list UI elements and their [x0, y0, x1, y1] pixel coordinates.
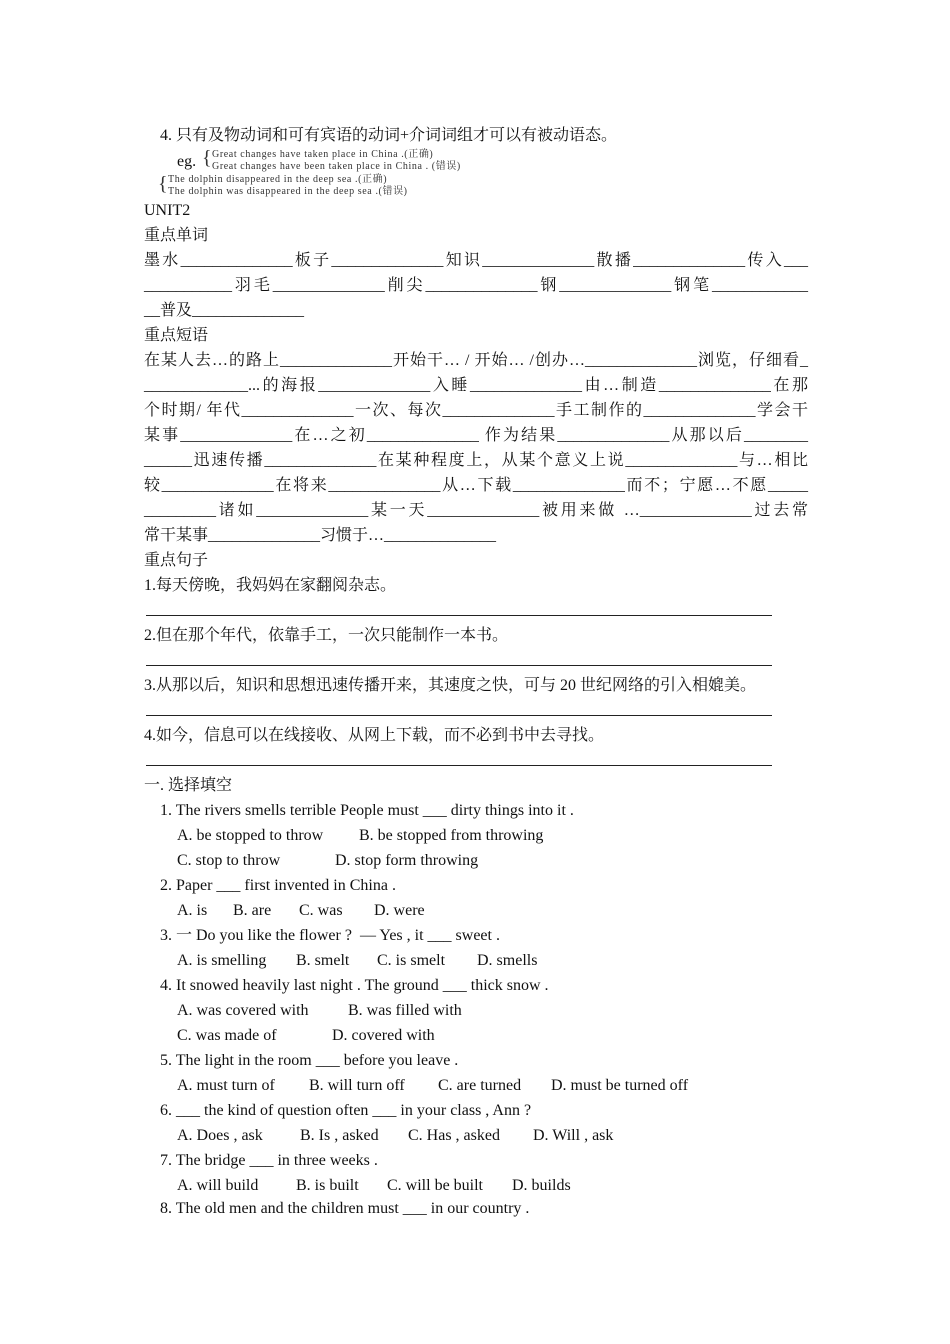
vocab-line: 墨水______________板子______________知识______________散播______________传入___: [144, 252, 808, 269]
option-d: D. stop form throwing: [335, 852, 479, 869]
option-d: D. builds: [512, 1177, 571, 1194]
answer-line: [146, 765, 772, 766]
sentence-item: 4.如今，信息可以在线接收、从网上下载，而不必到书中去寻找。: [144, 727, 605, 744]
option-c: C. stop to throw: [177, 852, 281, 869]
option-d: D. must be turned off: [551, 1077, 689, 1094]
option-b: B. was filled with: [348, 1002, 462, 1019]
option-a: A. Does , ask: [177, 1127, 263, 1144]
eg-label: eg.: [177, 153, 197, 170]
phrase-line: 常干某事______________习惯于…______________: [144, 527, 497, 544]
option-c: C. was: [299, 902, 343, 919]
sentence-item: 1.每天傍晚，我妈妈在家翻阅杂志。: [144, 577, 397, 594]
option-a: A. will build: [177, 1177, 259, 1194]
question-2: 2. Paper ___ first invented in China .: [160, 877, 396, 894]
option-a: A. be stopped to throw: [177, 827, 324, 844]
example-wrong-1: Great changes have been taken place in China . (错误): [212, 161, 461, 172]
option-c: C. will be built: [387, 1177, 483, 1194]
example-correct-2: The dolphin disappeared in the deep sea .(正确): [168, 174, 388, 185]
option-b: B. are: [233, 902, 272, 919]
passive-rule-4: 4. 只有及物动词和可有宾语的动词+介词词组才可以有被动语态。: [160, 127, 618, 144]
option-c: C. was made of: [177, 1027, 277, 1044]
phrase-line: _________诸如______________某一天______________被用来做 …______________过去常: [144, 502, 808, 519]
phrase-line: 较______________在将来______________从…下载______________而不；宁愿…不愿_____: [144, 477, 808, 494]
option-d: D. smells: [477, 952, 538, 969]
option-d: D. were: [374, 902, 425, 919]
question-7: 7. The bridge ___ in three weeks .: [160, 1152, 378, 1169]
option-c: C. are turned: [438, 1077, 522, 1094]
brace-icon: {: [202, 147, 212, 169]
option-b: B. smelt: [296, 952, 350, 969]
sentences-heading: 重点句子: [144, 552, 209, 569]
question-5: 5. The light in the room ___ before you leave .: [160, 1052, 459, 1069]
option-a: A. is smelling: [177, 952, 267, 969]
option-b: B. will turn off: [309, 1077, 405, 1094]
option-c: C. Has , asked: [408, 1127, 500, 1144]
option-d: D. Will , ask: [533, 1127, 614, 1144]
phrase-line: 在某人去…的路上______________开始干… / 开始… /创办…______________浏览，仔细看_: [144, 352, 808, 369]
option-a: A. is: [177, 902, 208, 919]
unit-title: UNIT2: [144, 202, 191, 219]
option-a: A. was covered with: [177, 1002, 309, 1019]
option-b: B. be stopped from throwing: [359, 827, 544, 844]
option-b: B. is built: [296, 1177, 359, 1194]
option-d: D. covered with: [332, 1027, 435, 1044]
vocab-line: __普及______________: [144, 302, 305, 319]
phrase-line: 个时期/ 年代______________一次、每次______________手工制作的______________学会干: [144, 402, 808, 419]
sentence-item: 2.但在那个年代，依靠手工，一次只能制作一本书。: [144, 627, 509, 644]
example-correct-1: Great changes have taken place in China .(正确): [212, 149, 434, 160]
exercise-heading: 一. 选择填空: [144, 777, 233, 794]
phrases-heading: 重点短语: [144, 327, 209, 344]
answer-line: [146, 715, 772, 716]
phrase-line: 某事______________在…之初______________ 作为结果______________从那以后________: [144, 427, 808, 444]
question-4: 4. It snowed heavily last night . The ground ___ thick snow .: [160, 977, 549, 994]
option-c: C. is smelt: [377, 952, 446, 969]
sentence-item: 3.从那以后，知识和思想迅速传播开来，其速度之快，可与 20 世纪网络的引入相媲美。: [144, 677, 757, 694]
phrase-line: _____________...的海报______________入睡______________由…制造______________在那: [144, 377, 808, 394]
question-3: 3. 一 Do you like the flower ? — Yes , it ___ sweet .: [160, 927, 500, 944]
example-wrong-2: The dolphin was disappeared in the deep sea .(错误): [168, 186, 408, 197]
brace-icon: {: [158, 173, 168, 195]
answer-line: [146, 665, 772, 666]
question-8: 8. The old men and the children must ___ in our country .: [160, 1200, 530, 1217]
vocab-line: ___________羽毛______________削尖______________钢______________钢笔____________: [144, 277, 808, 294]
option-b: B. Is , asked: [300, 1127, 379, 1144]
vocab-heading: 重点单词: [144, 227, 209, 244]
phrase-line: ______迅速传播______________在某种程度上，从某个意义上说______________与…相比: [144, 452, 808, 469]
answer-line: [146, 615, 772, 616]
question-1: 1. The rivers smells terrible People must ___ dirty things into it .: [160, 802, 574, 819]
option-a: A. must turn of: [177, 1077, 275, 1094]
question-6: 6. ___ the kind of question often ___ in your class , Ann ?: [160, 1102, 532, 1119]
